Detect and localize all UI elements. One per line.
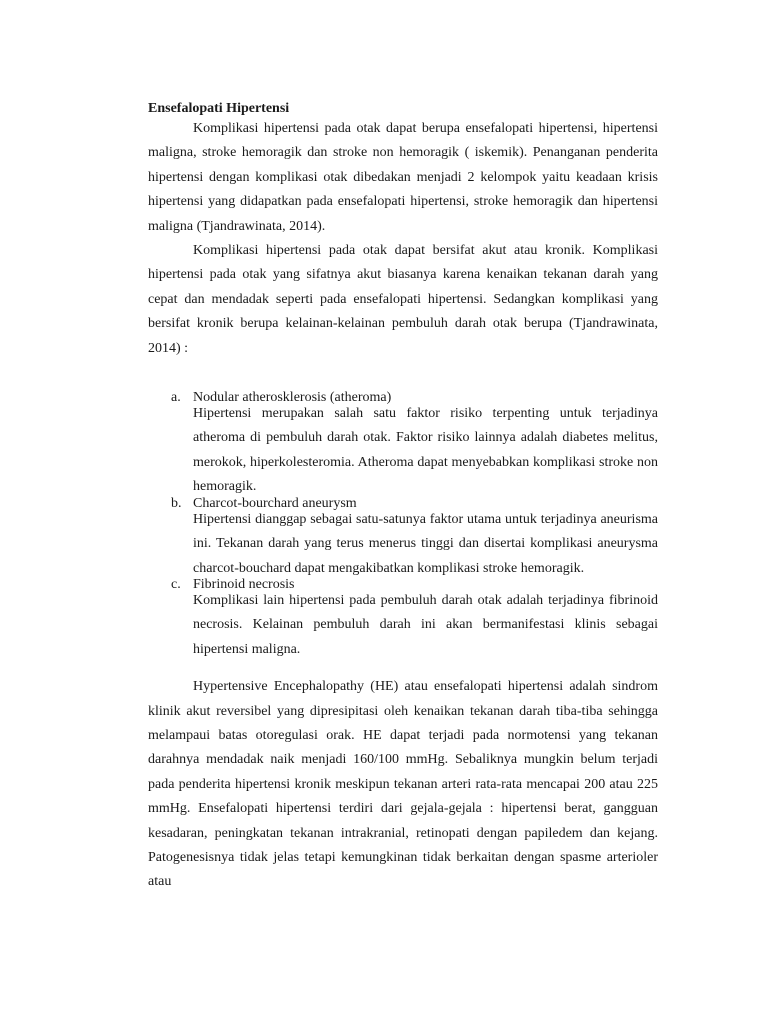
list-item xyxy=(148,577,658,662)
paragraph-hypertensive-encephalopathy: Hypertensive Encephalopathy (HE) atau ensefalopati hipertensi adalah sindrom klinik akut reversibel yang dipresipitasi oleh kenaikan tekanan darah tiba-tiba sehingga melampaui batas otoregulasi orak. HE dapat terjadi pada normotensi yang tekanan darahnya mendadak naik menjadi 160/100 mmHg. Sebaliknya mungkin belum terjadi pada penderita hipertensi kronik meskipun tekanan arteri rata-rata mencapai 200 atau 225 mmHg. Ensefalopati hipertensi terdiri dari gejala-gejala : hipertensi berat, gangguan kesadaran, peningkatan tekanan intrakranial, retinopati dengan papiledem dan kejang. Patogenesisnya tidak jelas tetapi kemungkinan tidak berkaitan dengan spasme arterioler atau xyxy=(148,679,658,890)
list-marker: c. xyxy=(171,576,181,592)
list-item-heading: Fibrinoid necrosis xyxy=(193,576,295,592)
list-marker: a. xyxy=(171,390,181,406)
list-item xyxy=(148,496,658,581)
list-item-body: Hipertensi dianggap sebagai satu-satunya faktor utama untuk terjadinya aneurisma ini. Tekanan darah yang terus menerus tinggi dan disertai komplikasi aneurysma charcot-bouchard dapat mengakibatkan komplikasi stroke hemoragik. xyxy=(193,511,658,576)
document-page xyxy=(148,100,658,895)
list-marker: b. xyxy=(171,495,182,511)
section-title: Ensefalopati Hipertensi xyxy=(148,101,290,116)
list-item xyxy=(148,390,658,500)
list-item-body: Hipertensi merupakan salah satu faktor risiko terpenting untuk terjadinya atheroma di pembuluh darah otak. Faktor risiko lainnya adalah diabetes melitus, merokok, hiperkolesteromia. Atheroma dapat menyebabkan komplikasi stroke non hemoragik. xyxy=(193,406,658,495)
paragraph-acute-chronic: Komplikasi hipertensi pada otak dapat bersifat akut atau kronik. Komplikasi hipertensi pada otak yang sifatnya akut biasanya karena kenaikan tekanan darah yang cepat dan mendadak seperti pada ensefalopati hipertensi. Sedangkan komplikasi yang bersifat kronik berupa kelainan-kelainan pembuluh darah otak berupa (Tjandrawinata, 2014) : xyxy=(148,243,658,356)
list-item-heading: Nodular atherosklerosis (atheroma) xyxy=(193,390,392,406)
list-item-body: Komplikasi lain hipertensi pada pembuluh darah otak adalah terjadinya fibrinoid necrosis. Kelainan pembuluh darah ini akan bermanifestasi klinis sebagai hipertensi maligna. xyxy=(193,592,658,657)
paragraph-complications: Komplikasi hipertensi pada otak dapat berupa ensefalopati hipertensi, hipertensi maligna, stroke hemoragik dan stroke non hemoragik ( iskemik). Penanganan penderita hipertensi dengan komplikasi otak dibedakan menjadi 2 kelompok yaitu keadaan krisis hipertensi yang didapatkan pada ensefalopati hipertensi, stroke hemoragik dan hipertensi maligna (Tjandrawinata, 2014). xyxy=(148,121,658,234)
complication-list xyxy=(148,390,658,662)
list-item-heading: Charcot-bourchard aneurysm xyxy=(193,495,357,511)
